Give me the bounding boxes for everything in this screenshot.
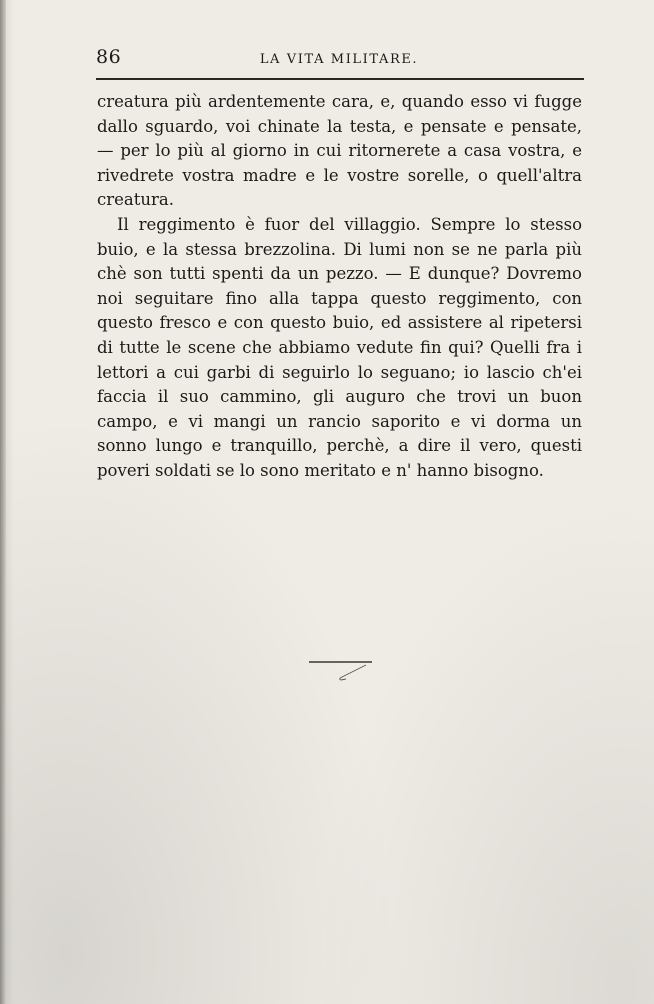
header-rule [96, 78, 584, 80]
body-text [97, 90, 582, 484]
page-number: 86 [96, 46, 122, 68]
page-header [96, 44, 582, 68]
running-title: LA VITA MILITARE. [259, 52, 419, 67]
page-binding-edge [0, 0, 6, 1004]
paragraph-regiment: Il reggimento è fuor del villaggio. Sempre lo stesso buio, e la stessa brezzolina. Di lumi non se ne parla più chè son tutti spenti da un pezzo. — E dunque? Dovremo noi seguitare fino alla tappa questo reggimento, con questo fresco e con questo buio, ed assistere al ripetersi di tutte le scene che abbiamo vedute fin qui? Quelli fra i lettori a cui garbi di seguirlo lo seguano; io lascio ch'ei faccia il suo cammino, gli auguro che trovi un buon campo, e vi mangi un rancio saporito e vi dorma un sonno lungo e tranquillo, perchè, a dire il vero, questi poveri soldati se lo sono meritato e n' hanno bisogno. [97, 214, 582, 480]
end-ornament [308, 658, 374, 684]
paragraph-continuation: creatura più ardentemente cara, e, quando esso vi fugge dallo sguardo, voi chinate la testa, e pensate e pensate, — per lo più al giorno in cui ritornerete a casa vostra, e rivedrete vostra madre e le vostre sorelle, o quell'altra creatura. [97, 92, 582, 210]
